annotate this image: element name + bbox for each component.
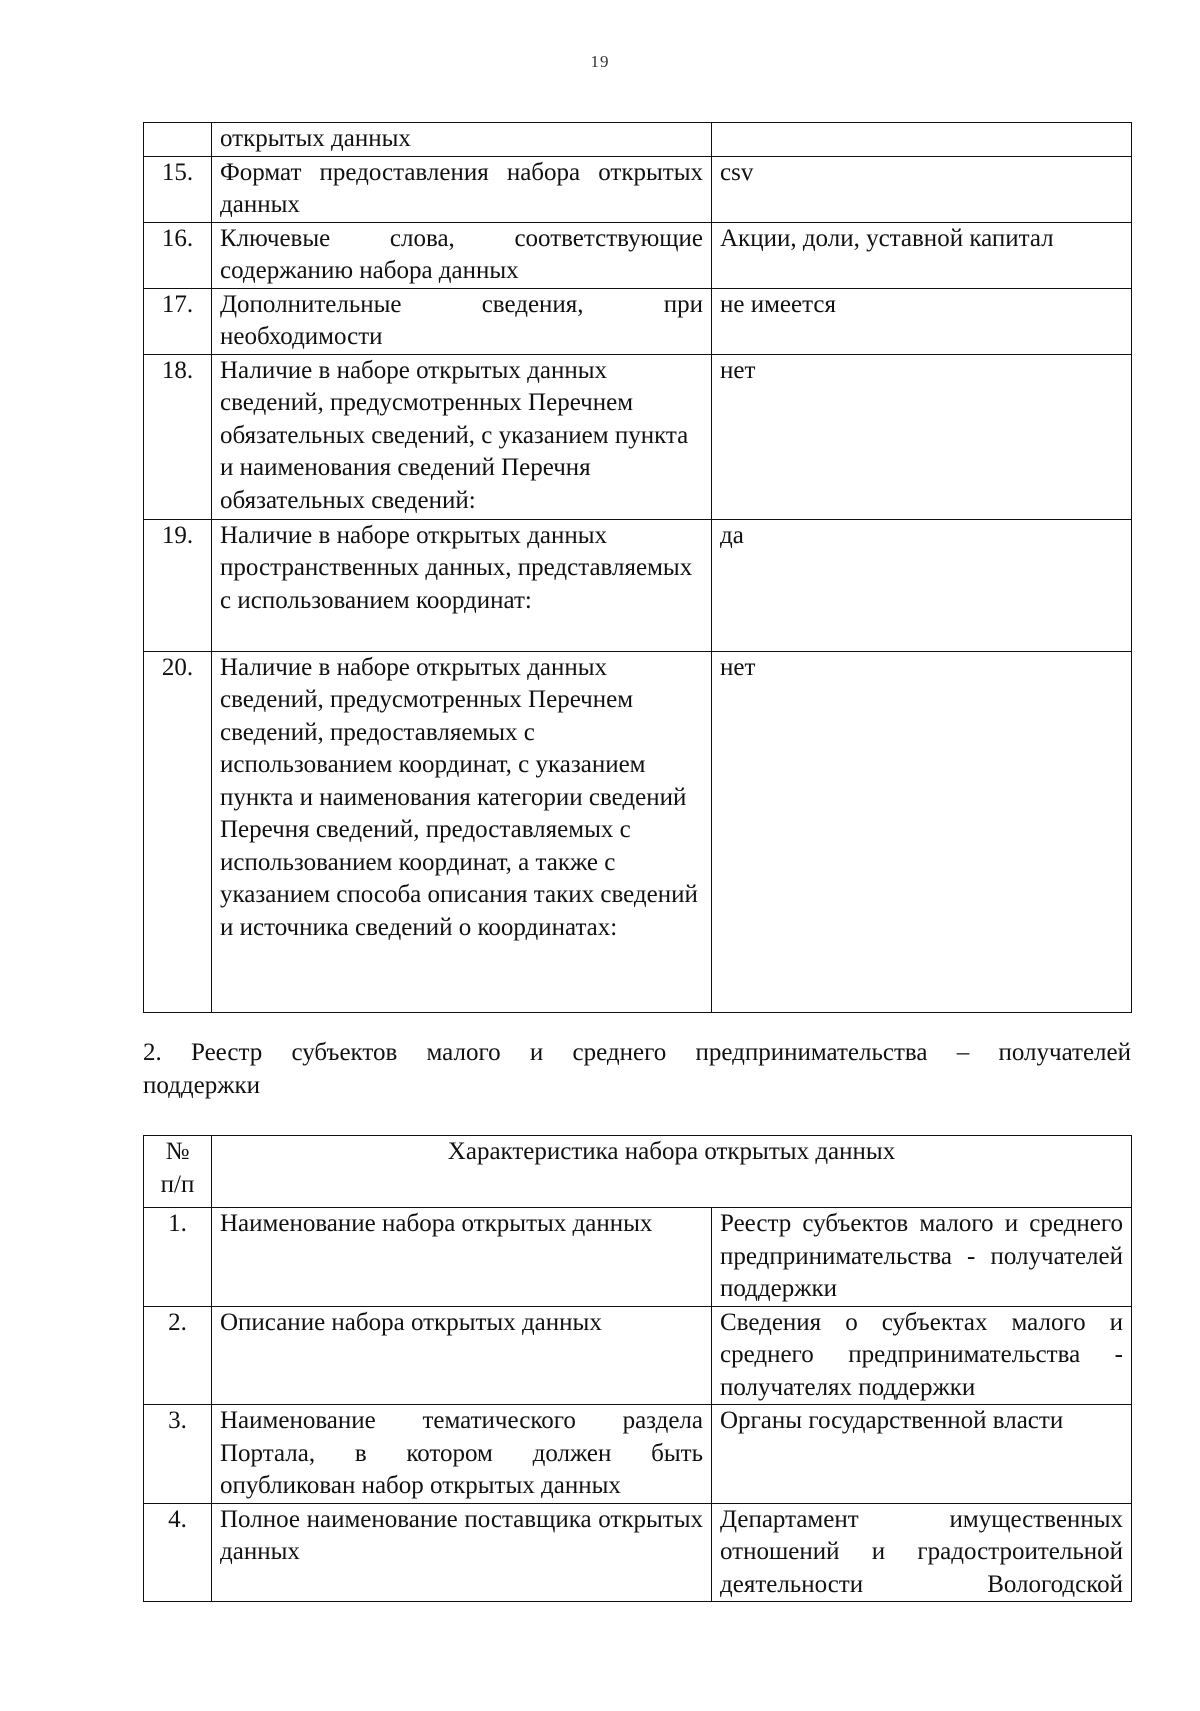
row-value: Акции, доли, уставной капитал — [712, 222, 1132, 288]
row-label: Ключевые слова, соответствующие содержанию набора данных — [212, 222, 712, 288]
table-row — [144, 651, 1132, 1012]
table-row — [144, 288, 1132, 354]
row-label: Дополнительные сведения, при необходимости — [212, 288, 712, 354]
open-data-table — [143, 1135, 1132, 1602]
header-number — [144, 1136, 212, 1208]
section-heading-line: поддержки — [143, 1071, 260, 1099]
row-label: Наименование набора открытых данных — [212, 1208, 712, 1307]
row-label: Наличие в наборе открытых данных сведений, предусмотренных Перечнем сведений, предоставляемых с использованием координат, с указанием пункта и наименования категории сведений Перечня сведений, предоставляемых с использованием координат, а также с указанием способа описания таких сведений и источника сведений о координатах: — [212, 651, 712, 1012]
row-number: 3. — [144, 1405, 212, 1504]
row-number: 18. — [144, 354, 212, 519]
table-row — [144, 519, 1132, 651]
row-number — [144, 123, 212, 157]
row-label: Полное наименование поставщика открытых данных — [212, 1503, 712, 1602]
row-value: да — [712, 519, 1132, 651]
row-number: 20. — [144, 651, 212, 1012]
row-value: не имеется — [712, 288, 1132, 354]
row-value: Органы государственной власти — [712, 1405, 1132, 1504]
row-value: Сведения о субъектах малого и среднего предпринимательства - получателях поддержки — [712, 1306, 1132, 1405]
table-row — [144, 1208, 1132, 1307]
row-value: Реестр субъектов малого и среднего предпринимательства - получателей поддержки — [712, 1208, 1132, 1307]
row-number: 1. — [144, 1208, 212, 1307]
row-label: Наличие в наборе открытых данных сведений, предусмотренных Перечнем обязательных сведений, с указанием пункта и наименования сведений Перечня обязательных сведений: — [212, 354, 712, 519]
row-number: 16. — [144, 222, 212, 288]
header-title: Характеристика набора открытых данных — [212, 1136, 1132, 1208]
row-label: Наличие в наборе открытых данных пространственных данных, представляемых с использованием координат: — [212, 519, 712, 651]
row-value: csv — [712, 156, 1132, 222]
row-value: нет — [712, 354, 1132, 519]
table-row — [144, 123, 1132, 157]
table-row — [144, 222, 1132, 288]
row-value: Департамент имущественных отношений и градостроительной деятельности Вологодской — [712, 1503, 1132, 1602]
row-number: 19. — [144, 519, 212, 651]
table-row — [144, 354, 1132, 519]
section-heading — [143, 1037, 1131, 1102]
row-value — [712, 123, 1132, 157]
row-label: Описание набора открытых данных — [212, 1306, 712, 1405]
row-number: 2. — [144, 1306, 212, 1405]
table-row — [144, 1405, 1132, 1504]
row-number: 15. — [144, 156, 212, 222]
section-heading-line: 2. Реестр субъектов малого и среднего предпринимательства – получателей — [143, 1039, 1131, 1066]
table-row — [144, 1503, 1132, 1602]
header-number-line: № — [165, 1138, 190, 1165]
open-data-table-continuation — [143, 122, 1132, 1013]
row-value: нет — [712, 651, 1132, 1012]
table-header-row — [144, 1136, 1132, 1208]
header-number-line: п/п — [160, 1170, 195, 1198]
row-label: Формат предоставления набора открытых данных — [212, 156, 712, 222]
row-label: Наименование тематического раздела Портала, в котором должен быть опубликован набор открытых данных — [212, 1405, 712, 1504]
row-label: открытых данных — [212, 123, 712, 157]
table-row — [144, 156, 1132, 222]
page-number: 19 — [590, 52, 610, 71]
row-number: 4. — [144, 1503, 212, 1602]
row-number: 17. — [144, 288, 212, 354]
table-row — [144, 1306, 1132, 1405]
